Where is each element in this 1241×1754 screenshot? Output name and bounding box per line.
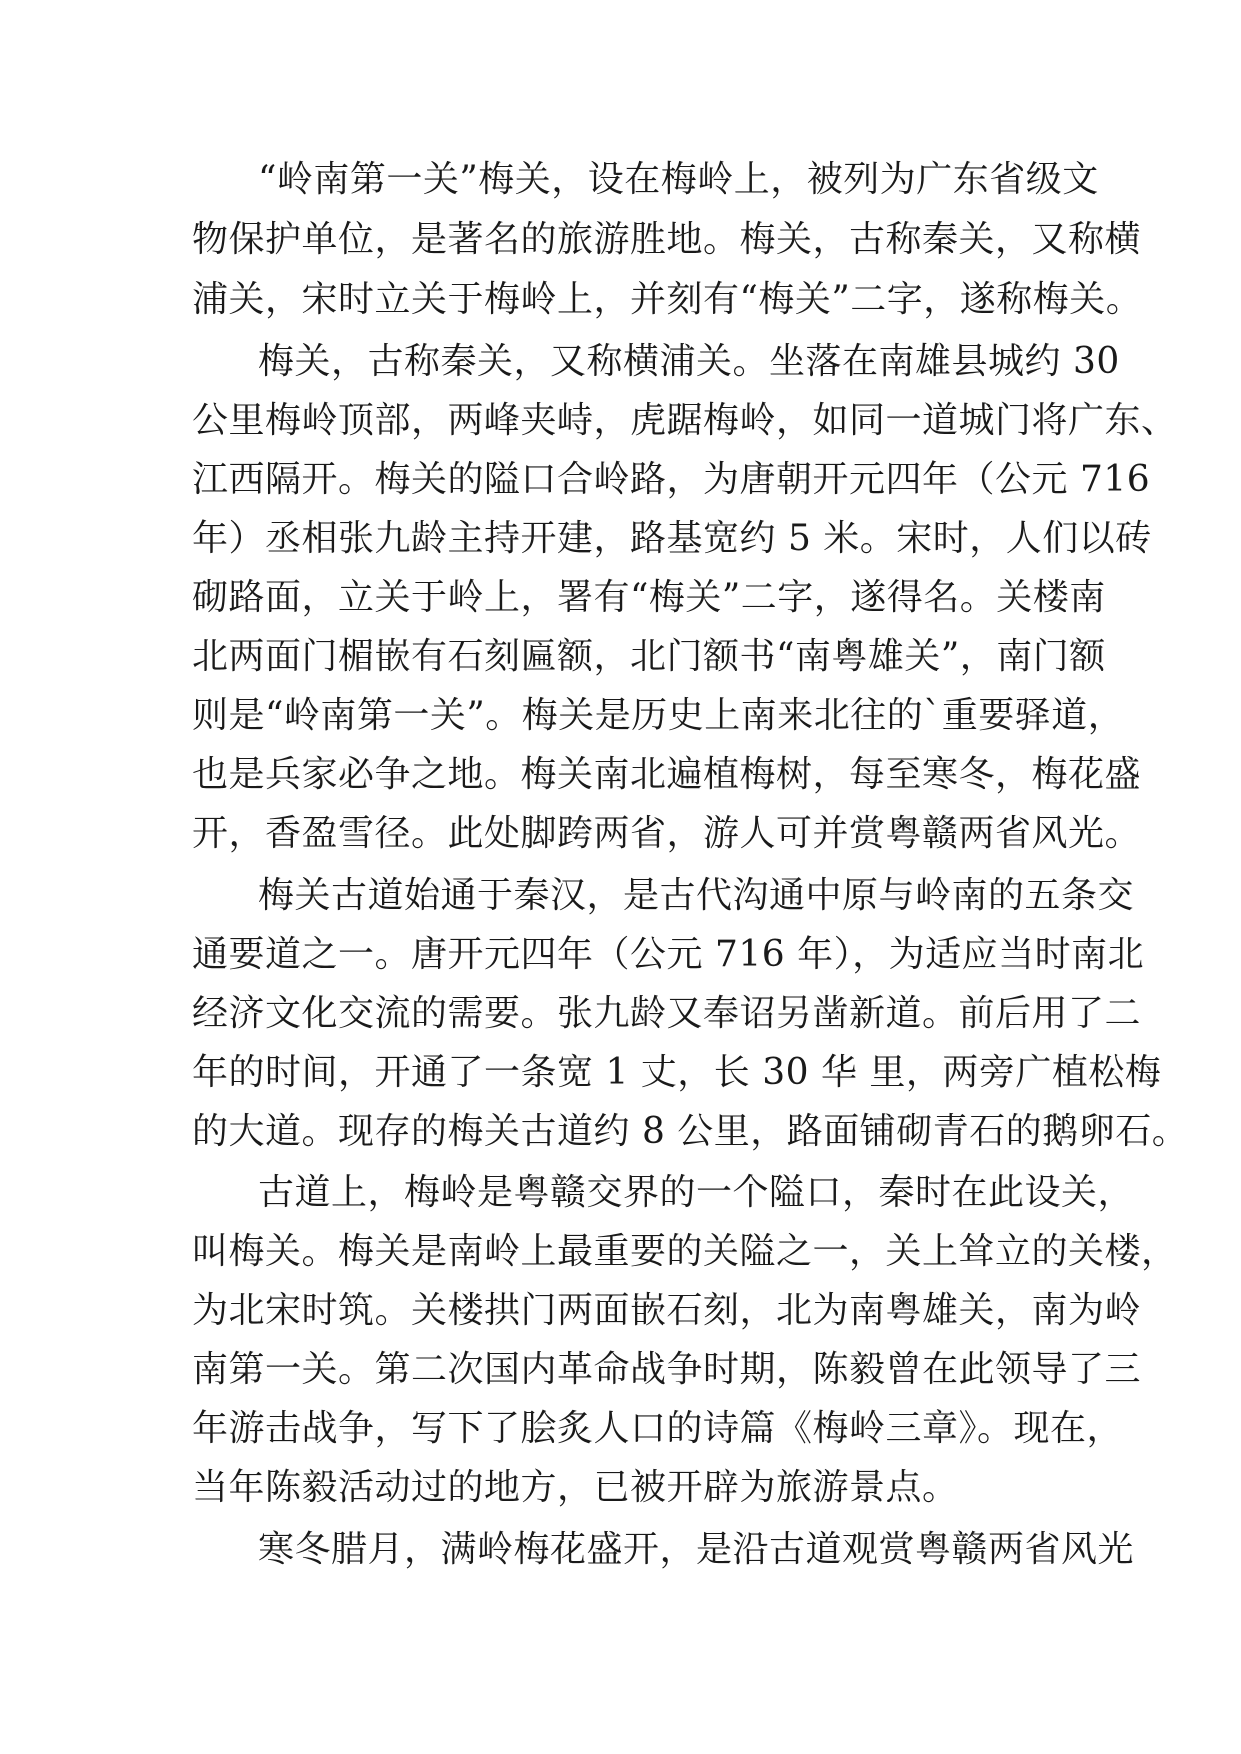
paragraph-1-line-1: “岭南第一关”梅关，设在梅岭上，被列为广东省级文 (258, 159, 1099, 200)
paragraph-2-line-4: 年）丞相张九龄主持开建，路基宽约 5 米。宋时，人们以砖 (192, 518, 1152, 559)
paragraph-3-line-4: 年的时间，开通了一条宽 1 丈，长 30 华 里，两旁广植松梅 (192, 1052, 1162, 1093)
paragraph-4-line-3: 为北宋时筑。关楼拱门两面嵌石刻，北为南粤雄关，南为岭 (192, 1290, 1142, 1331)
paragraph-3-line-2: 通要道之一。唐开元四年（公元 716 年），为适应当时南北 (192, 934, 1145, 975)
paragraph-5-line-1: 寒冬腊月，满岭梅花盛开，是沿古道观赏粤赣两省风光 (258, 1529, 1135, 1570)
paragraph-4-line-1: 古道上，梅岭是粤赣交界的一个隘口，秦时在此设关， (258, 1172, 1135, 1213)
paragraph-2-line-8: 也是兵家必争之地。梅关南北遍植梅树，每至寒冬，梅花盛 (192, 754, 1142, 795)
paragraph-2-line-6: 北两面门楣嵌有石刻匾额，北门额书“南粤雄关”，南门额 (192, 636, 1106, 677)
paragraph-4-line-6: 当年陈毅活动过的地方，已被开辟为旅游景点。 (192, 1467, 959, 1508)
paragraph-2-line-7: 则是“岭南第一关”。梅关是历史上南来北往的`重要驿道， (192, 695, 1125, 736)
paragraph-2-line-5: 砌路面，立关于岭上，署有“梅关”二字，遂得名。关楼南 (192, 577, 1106, 618)
paragraph-3-line-1: 梅关古道始通于秦汉，是古代沟通中原与岭南的五条交 (258, 875, 1135, 916)
paragraph-4-line-5: 年游击战争，写下了脍炙人口的诗篇《梅岭三章》。现在， (192, 1408, 1124, 1449)
paragraph-1-line-2: 物保护单位，是著名的旅游胜地。梅关，古称秦关，又称横 (192, 219, 1142, 260)
paragraph-2-line-9: 开，香盈雪径。此处脚跨两省，游人可并赏粤赣两省风光。 (192, 813, 1142, 854)
paragraph-2-line-3: 江西隔开。梅关的隘口合岭路，为唐朝开元四年（公元 716 (192, 459, 1151, 500)
paragraph-1-line-3: 浦关，宋时立关于梅岭上，并刻有“梅关”二字，遂称梅关。 (192, 279, 1143, 320)
paragraph-3-line-5: 的大道。现存的梅关古道约 8 公里，路面铺砌青石的鹅卵石。 (192, 1111, 1189, 1152)
paragraph-2-line-1: 梅关，古称秦关，又称横浦关。坐落在南雄县城约 30 (258, 341, 1120, 382)
paragraph-4-line-2: 叫梅关。梅关是南岭上最重要的关隘之一，关上耸立的关楼， (192, 1231, 1178, 1272)
paragraph-4-line-4: 南第一关。第二次国内革命战争时期，陈毅曾在此领导了三 (192, 1349, 1142, 1390)
paragraph-2-line-2: 公里梅岭顶部，两峰夹峙，虎踞梅岭，如同一道城门将广东、 (192, 400, 1178, 441)
paragraph-3-line-3: 经济文化交流的需要。张九龄又奉诏另凿新道。前后用了二 (192, 993, 1142, 1034)
